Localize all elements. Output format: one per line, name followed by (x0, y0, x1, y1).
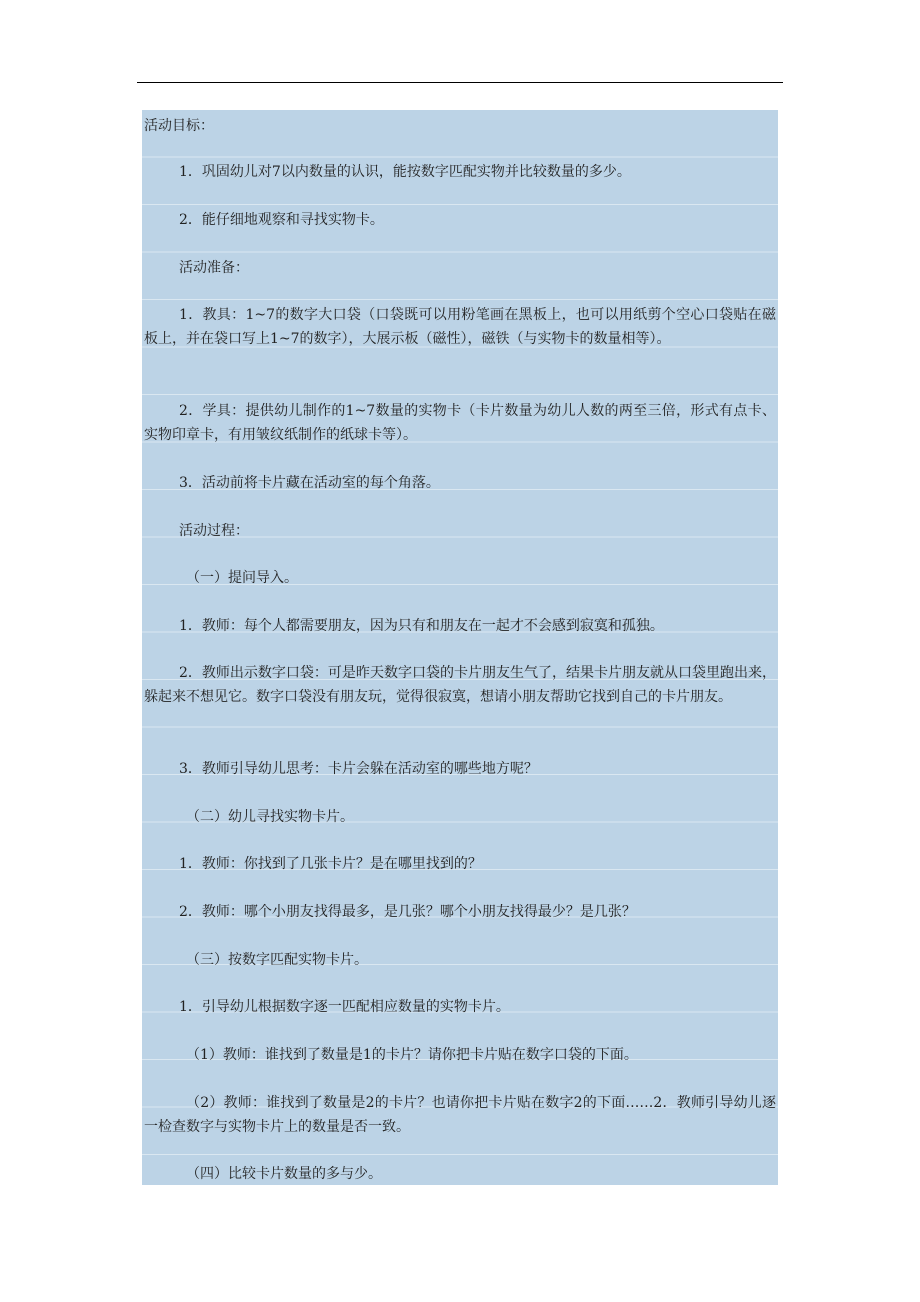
paragraph: 2．能仔细地观察和寻找实物卡。 (179, 212, 384, 228)
section-heading: （一）提问导入。 (186, 570, 298, 586)
paragraph: 2．教师：哪个小朋友找得最多，是几张？哪个小朋友找得最少？是几张？ (179, 904, 636, 920)
paragraph: 3．教师引导幼儿思考：卡片会躲在活动室的哪些地方呢？ (179, 761, 538, 777)
paragraph: 1．教师：你找到了几张卡片？是在哪里找到的？ (179, 856, 482, 872)
section-heading: （二）幼儿寻找实物卡片。 (186, 809, 354, 825)
paragraph: 1．教具：1~7的数字大口袋（口袋既可以用粉笔画在黑板上，也可以用纸剪个空心口袋贴在磁板上，并在袋口写上1~7的数字），大展示板（磁性），磁铁（与实物卡的数量相等）。 (144, 307, 776, 347)
paragraph: 3．活动前将卡片藏在活动室的每个角落。 (179, 475, 440, 491)
heading-process: 活动过程： (179, 523, 249, 539)
paragraph: 1．教师：每个人都需要朋友，因为只有和朋友在一起才不会感到寂寞和孤独。 (179, 618, 664, 634)
paragraph: （1）教师：谁找到了数量是1的卡片？请你把卡片贴在数字口袋的下面。 (186, 1047, 638, 1063)
paragraph: 1．引导幼儿根据数字逐一匹配相应数量的实物卡片。 (179, 999, 510, 1015)
paragraph: 2．学具：提供幼儿制作的1~7数量的实物卡（卡片数量为幼儿人数的两至三倍，形式有点卡、实物印章卡，有用皱纹纸制作的纸球卡等）。 (144, 403, 776, 443)
heading-goals: 活动目标： (144, 118, 214, 134)
document-body (142, 110, 778, 1185)
header-rule (137, 82, 783, 83)
paragraph: 1．巩固幼儿对7以内数量的认识，能按数字匹配实物并比较数量的多少。 (179, 164, 631, 180)
section-heading: （三）按数字匹配实物卡片。 (186, 952, 368, 968)
section-heading: （四）比较卡片数量的多与少。 (186, 1166, 382, 1182)
heading-preparation: 活动准备： (179, 260, 249, 276)
paragraph: 2．教师出示数字口袋：可是昨天数字口袋的卡片朋友生气了，结果卡片朋友就从口袋里跑出来，躲起来不想见它。数字口袋没有朋友玩，觉得很寂寞，想请小朋友帮助它找到自己的卡片朋友。 (144, 665, 776, 705)
paragraph: （2）教师：谁找到了数量是2的卡片？也请你把卡片贴在数字2的下面……2．教师引导幼儿逐一检查数字与实物卡片上的数量是否一致。 (144, 1095, 776, 1135)
